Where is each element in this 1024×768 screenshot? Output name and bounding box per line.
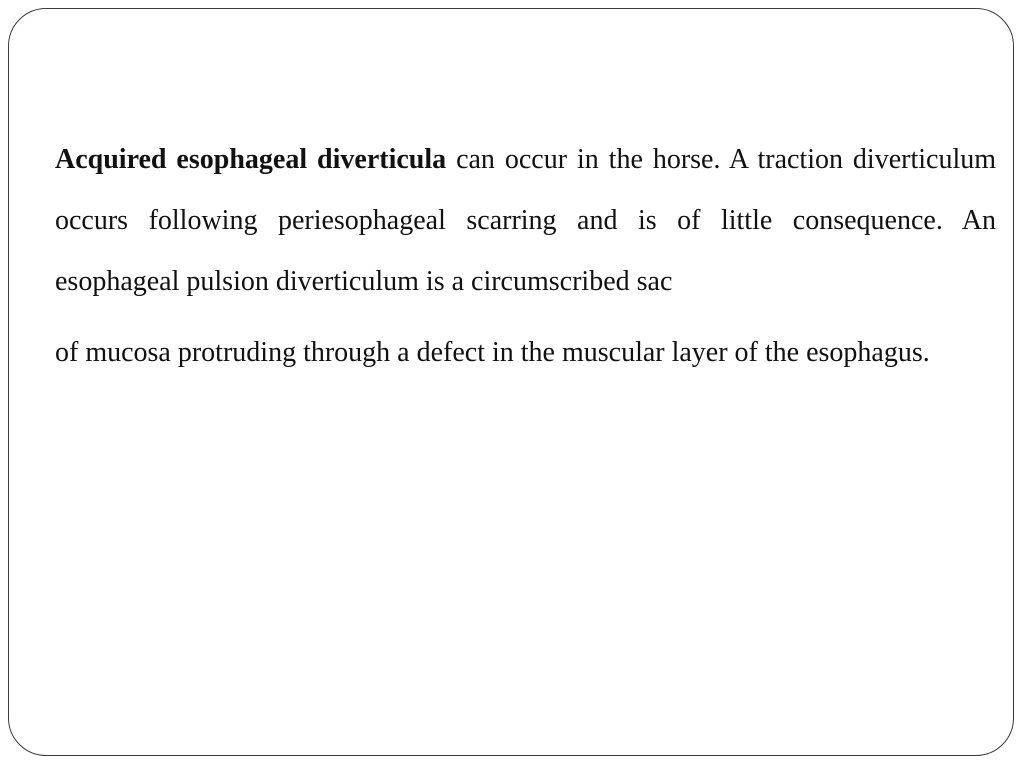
slide-body (55, 129, 996, 383)
slide-frame (8, 8, 1014, 756)
paragraph-1-text: can occur in the horse. A traction diverticulum occurs following periesophageal scarring and is of little consequence. An esophageal pulsion diverticulum is a circumscribed sac (55, 144, 996, 297)
paragraph-1 (55, 129, 996, 312)
paragraph-1-bold-term: Acquired esophageal diverticula (55, 144, 447, 175)
paragraph-2 (55, 322, 996, 383)
paragraph-2-text: of mucosa protruding through a defect in the muscular layer of the esophagus. (55, 337, 930, 368)
